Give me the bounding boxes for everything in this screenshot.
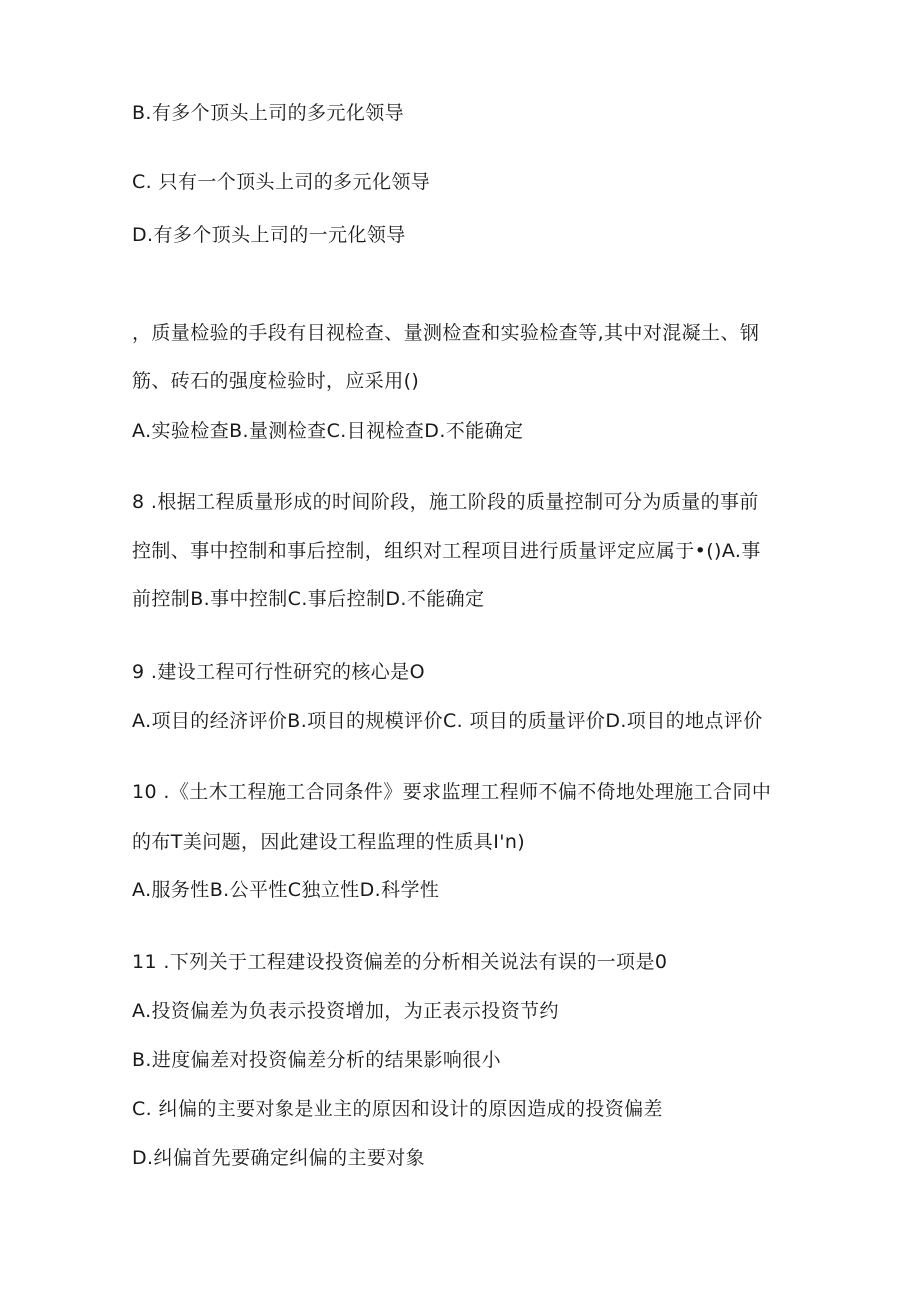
question-9: 9 .建设工程可行性研究的核心是O xyxy=(132,661,425,683)
question-11: 11 .下列关于工程建设投资偏差的分析相关说法有误的一项是0 xyxy=(132,951,668,973)
option-c-q11: C. 纠偏的主要对象是业主的原因和设计的原因造成的投资偏差 xyxy=(132,1098,663,1120)
question-9-options: A.项目的经济评价B.项目的规模评价C. 项目的质量评价D.项目的地点评价 xyxy=(132,710,763,732)
question-7-line-2: 筋、砖石的强度检验时，应采用() xyxy=(132,370,420,392)
question-10-options: A.服务性B.公平性C独立性D.科学性 xyxy=(132,879,440,901)
question-8-line-3: 前控制B.事中控制C.事后控制D.不能确定 xyxy=(132,588,485,610)
question-7-options: A.实验检查B.量测检查C.目视检查D.不能确定 xyxy=(132,420,524,442)
option-a-q11: A.投资偏差为负表示投资增加，为正表示投资节约 xyxy=(132,1000,559,1022)
option-d-q11: D.纠偏首先要确定纠偏的主要对象 xyxy=(132,1147,426,1169)
option-b-q11: B.进度偏差对投资偏差分析的结果影响很小 xyxy=(132,1049,502,1071)
question-7-line-1: ，质量检验的手段有目视检查、量测检查和实验检查等,其中对混凝土、钢 xyxy=(132,322,760,344)
option-d-q6: D.有多个顶头上司的一元化领导 xyxy=(132,224,406,246)
option-c-q6: C. 只有一个顶头上司的多元化领导 xyxy=(132,171,431,193)
question-8-line-2: 控制、事中控制和事后控制，组织对工程项目进行质量评定应属于•()A.事 xyxy=(132,540,761,562)
question-10-line-2: 的布T美问题，因此建设工程监理的性质具I'n) xyxy=(132,831,526,853)
question-8-line-1: 8 .根据工程质量形成的时间阶段，施工阶段的质量控制可分为质量的事前 xyxy=(132,491,759,513)
question-10-line-1: 10 .《土木工程施工合同条件》要求监理工程师不偏不倚地处理施工合同中 xyxy=(132,781,772,803)
option-b-q6: B.有多个顶头上司的多元化领导 xyxy=(132,102,405,124)
